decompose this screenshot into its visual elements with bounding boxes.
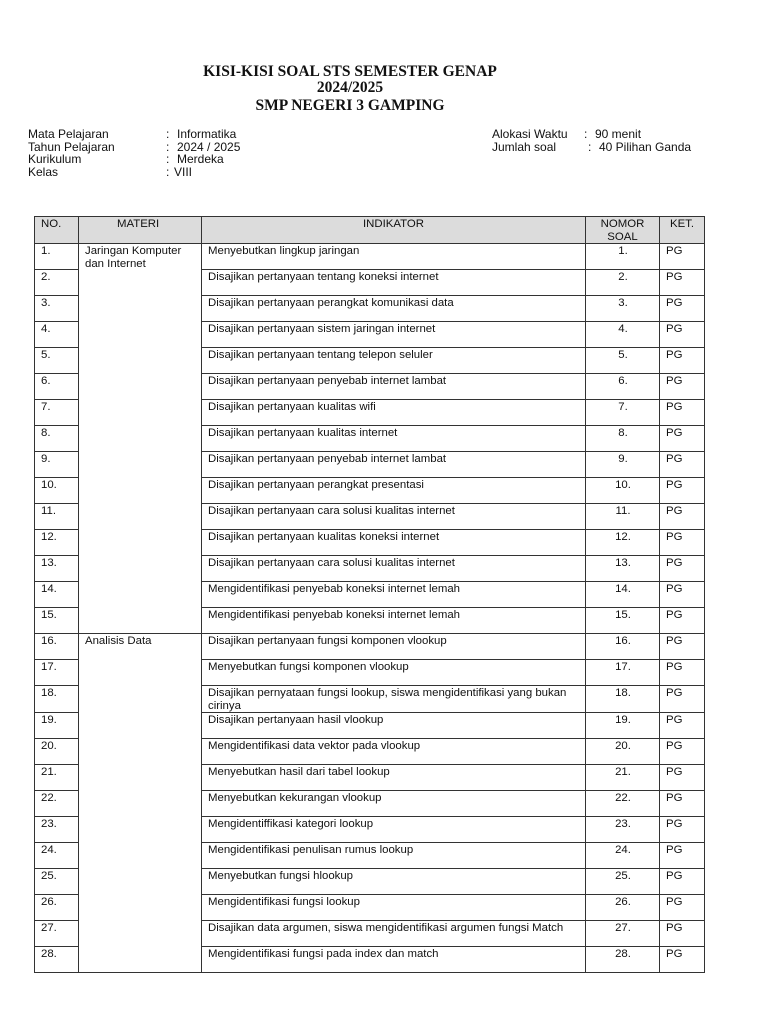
cell-nomor-soal: 21. [586, 765, 660, 791]
cell-indikator: Disajikan pertanyaan kualitas koneksi internet [202, 530, 586, 556]
cell-indikator: Disajikan pertanyaan kualitas wifi [202, 400, 586, 426]
cell-indikator: Disajikan pertanyaan penyebab internet lambat [202, 452, 586, 478]
cell-ket: PG [660, 426, 705, 452]
cell-nomor-soal: 24. [586, 843, 660, 869]
cell-indikator: Disajikan pertanyaan fungsi komponen vlookup [202, 634, 586, 660]
cell-nomor-soal: 12. [586, 530, 660, 556]
cell-nomor-soal: 28. [586, 947, 660, 973]
info-value-kurikulum: Merdeka [177, 152, 224, 166]
cell-no: 21. [35, 765, 79, 791]
cell-ket: PG [660, 400, 705, 426]
cell-indikator: Disajikan pertanyaan tentang koneksi internet [202, 270, 586, 296]
cell-ket: PG [660, 660, 705, 686]
cell-nomor-soal: 23. [586, 817, 660, 843]
cell-materi: Analisis Data [79, 634, 202, 973]
cell-indikator: Disajikan pertanyaan cara solusi kualitas internet [202, 556, 586, 582]
info-value-kelas: VIII [174, 165, 193, 179]
cell-nomor-soal: 5. [586, 348, 660, 374]
cell-ket: PG [660, 582, 705, 608]
cell-no: 18. [35, 686, 79, 713]
title-line-3: SMP NEGERI 3 GAMPING [255, 97, 445, 114]
cell-ket: PG [660, 270, 705, 296]
cell-indikator: Mengidentifikasi penyebab koneksi internet lemah [202, 582, 586, 608]
cell-nomor-soal: 11. [586, 504, 660, 530]
cell-nomor-soal: 17. [586, 660, 660, 686]
cell-no: 28. [35, 947, 79, 973]
cell-indikator: Disajikan pertanyaan kualitas internet [202, 426, 586, 452]
cell-no: 23. [35, 817, 79, 843]
cell-indikator: Menyebutkan lingkup jaringan [202, 244, 586, 270]
info-label-alokasi-waktu: Alokasi Waktu [492, 127, 568, 141]
cell-nomor-soal: 9. [586, 452, 660, 478]
cell-no: 3. [35, 296, 79, 322]
header-materi: MATERI [79, 217, 202, 244]
cell-nomor-soal: 2. [586, 270, 660, 296]
info-label-tahun-pelajaran: Tahun Pelajaran [28, 140, 115, 154]
cell-ket: PG [660, 843, 705, 869]
header-nomor-soal: NOMOR SOAL [586, 217, 660, 244]
cell-ket: PG [660, 348, 705, 374]
title-line-1: KISI-KISI SOAL STS SEMESTER GENAP [203, 63, 497, 80]
info-label-kelas: Kelas [28, 165, 59, 179]
info-value-mata-pelajaran: Informatika [177, 127, 237, 141]
cell-indikator: Disajikan pertanyaan sistem jaringan internet [202, 322, 586, 348]
cell-nomor-soal: 14. [586, 582, 660, 608]
cell-no: 16. [35, 634, 79, 660]
cell-ket: PG [660, 530, 705, 556]
cell-indikator: Mengidentifikasi penulisan rumus lookup [202, 843, 586, 869]
cell-indikator: Disajikan pertanyaan perangkat komunikasi data [202, 296, 586, 322]
cell-no: 2. [35, 270, 79, 296]
cell-nomor-soal: 26. [586, 895, 660, 921]
info-value-alokasi-waktu: 90 menit [595, 127, 642, 141]
info-colon: : [166, 127, 170, 141]
cell-ket: PG [660, 634, 705, 660]
cell-no: 13. [35, 556, 79, 582]
cell-no: 25. [35, 869, 79, 895]
cell-no: 11. [35, 504, 79, 530]
cell-ket: PG [660, 739, 705, 765]
cell-nomor-soal: 19. [586, 713, 660, 739]
cell-indikator: Disajikan pertanyaan cara solusi kualitas internet [202, 504, 586, 530]
cell-nomor-soal: 8. [586, 426, 660, 452]
cell-ket: PG [660, 556, 705, 582]
cell-ket: PG [660, 869, 705, 895]
cell-nomor-soal: 7. [586, 400, 660, 426]
kisi-kisi-table [34, 216, 705, 973]
cell-ket: PG [660, 244, 705, 270]
cell-no: 17. [35, 660, 79, 686]
info-value-jumlah-soal: 40 Pilihan Ganda [599, 140, 692, 154]
cell-no: 27. [35, 921, 79, 947]
header-ket: KET. [660, 217, 705, 244]
cell-no: 19. [35, 713, 79, 739]
cell-nomor-soal: 18. [586, 686, 660, 713]
cell-ket: PG [660, 817, 705, 843]
cell-ket: PG [660, 947, 705, 973]
cell-no: 5. [35, 348, 79, 374]
cell-ket: PG [660, 374, 705, 400]
cell-nomor-soal: 16. [586, 634, 660, 660]
cell-no: 12. [35, 530, 79, 556]
cell-nomor-soal: 25. [586, 869, 660, 895]
cell-no: 10. [35, 478, 79, 504]
cell-nomor-soal: 15. [586, 608, 660, 634]
cell-indikator: Menyebutkan fungsi komponen vlookup [202, 660, 586, 686]
cell-no: 26. [35, 895, 79, 921]
cell-indikator: Disajikan pertanyaan penyebab internet lambat [202, 374, 586, 400]
cell-no: 24. [35, 843, 79, 869]
table-body [35, 244, 705, 973]
cell-ket: PG [660, 608, 705, 634]
cell-indikator: Disajikan pernyataan fungsi lookup, siswa mengidentifikasi yang bukan cirinya [202, 686, 586, 713]
cell-nomor-soal: 20. [586, 739, 660, 765]
cell-nomor-soal: 22. [586, 791, 660, 817]
cell-indikator: Disajikan pertanyaan perangkat presentasi [202, 478, 586, 504]
cell-no: 8. [35, 426, 79, 452]
cell-nomor-soal: 10. [586, 478, 660, 504]
info-colon: : [588, 140, 592, 154]
cell-no: 9. [35, 452, 79, 478]
info-colon: : [166, 165, 170, 179]
header-indikator: INDIKATOR [202, 217, 586, 244]
cell-indikator: Mengidentifikasi penyebab koneksi internet lemah [202, 608, 586, 634]
cell-no: 22. [35, 791, 79, 817]
info-colon: : [166, 152, 170, 166]
cell-nomor-soal: 6. [586, 374, 660, 400]
cell-ket: PG [660, 686, 705, 713]
info-label-mata-pelajaran: Mata Pelajaran [28, 127, 109, 141]
cell-ket: PG [660, 452, 705, 478]
table-row [35, 634, 705, 660]
title-line-2: 2024/2025 [316, 79, 384, 96]
cell-ket: PG [660, 322, 705, 348]
cell-no: 1. [35, 244, 79, 270]
cell-ket: PG [660, 296, 705, 322]
cell-ket: PG [660, 895, 705, 921]
cell-nomor-soal: 13. [586, 556, 660, 582]
cell-nomor-soal: 3. [586, 296, 660, 322]
cell-nomor-soal: 27. [586, 921, 660, 947]
cell-indikator: Disajikan pertanyaan hasil vlookup [202, 713, 586, 739]
info-label-jumlah-soal: Jumlah soal [492, 140, 557, 154]
cell-ket: PG [660, 478, 705, 504]
info-value-tahun-pelajaran: 2024 / 2025 [177, 140, 241, 154]
cell-no: 14. [35, 582, 79, 608]
cell-indikator: Mengidentifikasi fungsi lookup [202, 895, 586, 921]
cell-indikator: Mengidentiffikasi kategori lookup [202, 817, 586, 843]
cell-indikator: Menyebutkan fungsi hlookup [202, 869, 586, 895]
cell-no: 7. [35, 400, 79, 426]
cell-indikator: Disajikan pertanyaan tentang telepon seluler [202, 348, 586, 374]
header-no: NO. [35, 217, 79, 244]
cell-materi: Jaringan Komputer dan Internet [79, 244, 202, 634]
info-colon: : [584, 127, 588, 141]
cell-indikator: Mengidentifikasi fungsi pada index dan match [202, 947, 586, 973]
table-row [35, 244, 705, 270]
cell-no: 20. [35, 739, 79, 765]
cell-ket: PG [660, 791, 705, 817]
info-colon: : [166, 140, 170, 154]
info-label-kurikulum: Kurikulum [28, 152, 82, 166]
cell-indikator: Disajikan data argumen, siswa mengidentifikasi argumen fungsi Match [202, 921, 586, 947]
cell-no: 4. [35, 322, 79, 348]
cell-ket: PG [660, 713, 705, 739]
cell-ket: PG [660, 765, 705, 791]
cell-nomor-soal: 1. [586, 244, 660, 270]
cell-ket: PG [660, 921, 705, 947]
cell-indikator: Menyebutkan hasil dari tabel lookup [202, 765, 586, 791]
cell-indikator: Menyebutkan kekurangan vlookup [202, 791, 586, 817]
cell-nomor-soal: 4. [586, 322, 660, 348]
cell-no: 15. [35, 608, 79, 634]
cell-no: 6. [35, 374, 79, 400]
cell-ket: PG [660, 504, 705, 530]
cell-indikator: Mengidentifikasi data vektor pada vlookup [202, 739, 586, 765]
table-header-row [35, 217, 705, 244]
